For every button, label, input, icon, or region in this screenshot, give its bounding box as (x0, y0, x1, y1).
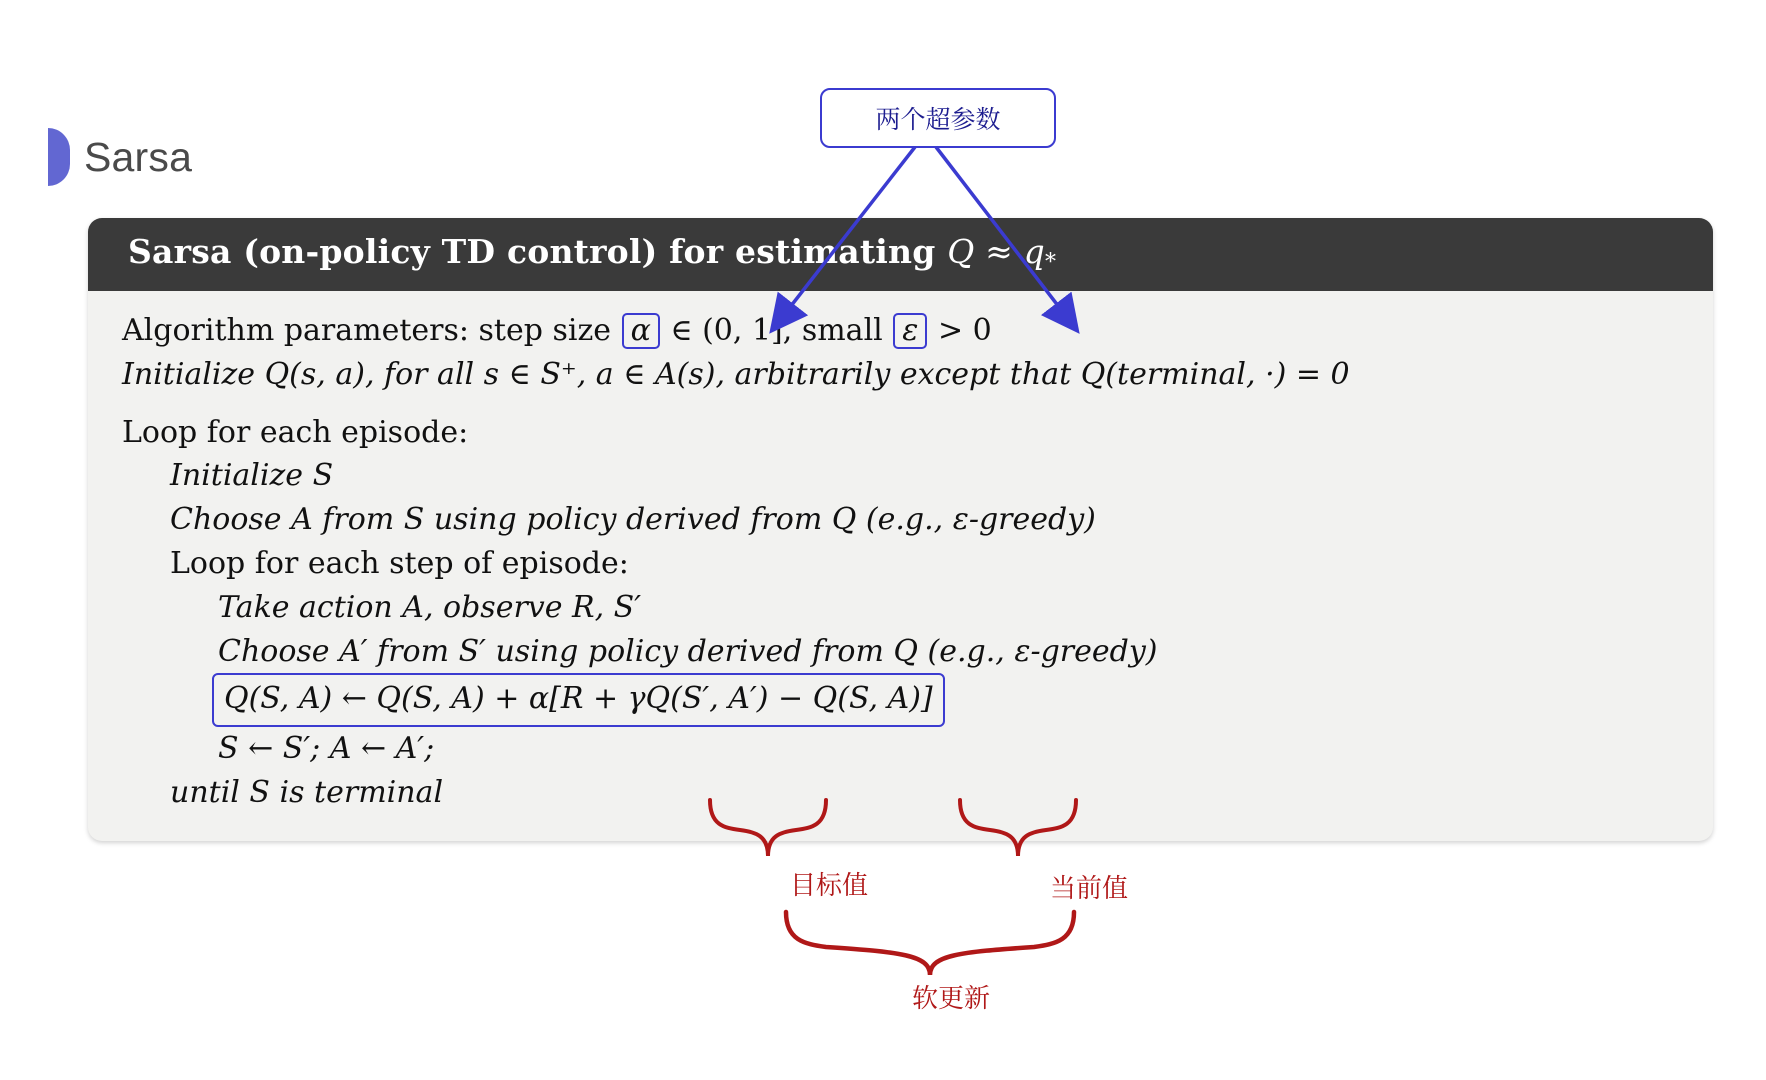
algorithm-line-take-action: Take action A, observe R, S′ (218, 589, 642, 625)
spacer (122, 397, 1679, 411)
brace-soft-update (786, 912, 1074, 975)
algorithm-header-math: Q ≈ q (947, 232, 1045, 271)
algorithm-line-update-rule-wrap (122, 673, 1679, 727)
params-prefix: Algorithm parameters: step size (122, 313, 621, 348)
label-soft-update: 软更新 (912, 984, 991, 1014)
algorithm-line-loop-step: Loop for each step of episode: (170, 545, 629, 581)
label-current-value: 当前值 (1050, 874, 1129, 904)
update-rule-box: Q(S, A) ← Q(S, A) + α[R + γQ(S′, A′) − Q(S, A)] (212, 673, 945, 727)
algorithm-body (88, 291, 1713, 841)
params-suffix: > 0 (928, 313, 992, 348)
page-title (48, 128, 192, 186)
algorithm-header (88, 218, 1713, 291)
algorithm-line-parameters (122, 309, 1679, 353)
alpha-parameter-box: α (622, 313, 660, 349)
algorithm-line-assign: S ← S′; A ← A′; (218, 731, 435, 767)
label-target-value: 目标值 (790, 871, 869, 901)
algorithm-header-prefix: Sarsa (on-policy TD control) for estimating (128, 232, 948, 271)
algorithm-line-choose-a: Choose A from S using policy derived from Q (e.g., ε-greedy) (170, 502, 1096, 538)
algorithm-box (88, 218, 1713, 841)
algorithm-line-initialize-s: Initialize S (170, 458, 334, 494)
algorithm-line-loop-episode: Loop for each episode: (122, 414, 469, 450)
algorithm-header-sub: * (1045, 250, 1057, 275)
algorithm-line-initialize-q: Initialize Q(s, a), for all s ∈ S⁺, a ∈ A(s), arbitrarily except that Q(terminal, ·) = 0 (122, 356, 1350, 392)
algorithm-line-until: until S is terminal (170, 774, 444, 810)
epsilon-parameter-box: ε (893, 313, 927, 349)
params-middle: ∈ (0, 1], small (660, 313, 893, 348)
callout-hyperparameters-label: 两个超参数 (875, 105, 1001, 134)
callout-hyperparameters (820, 88, 1056, 148)
title-bullet-icon (48, 128, 70, 186)
slide-title-text: Sarsa (84, 133, 193, 180)
algorithm-line-choose-a-prime: Choose A′ from S′ using policy derived from Q (e.g., ε-greedy) (218, 633, 1158, 669)
